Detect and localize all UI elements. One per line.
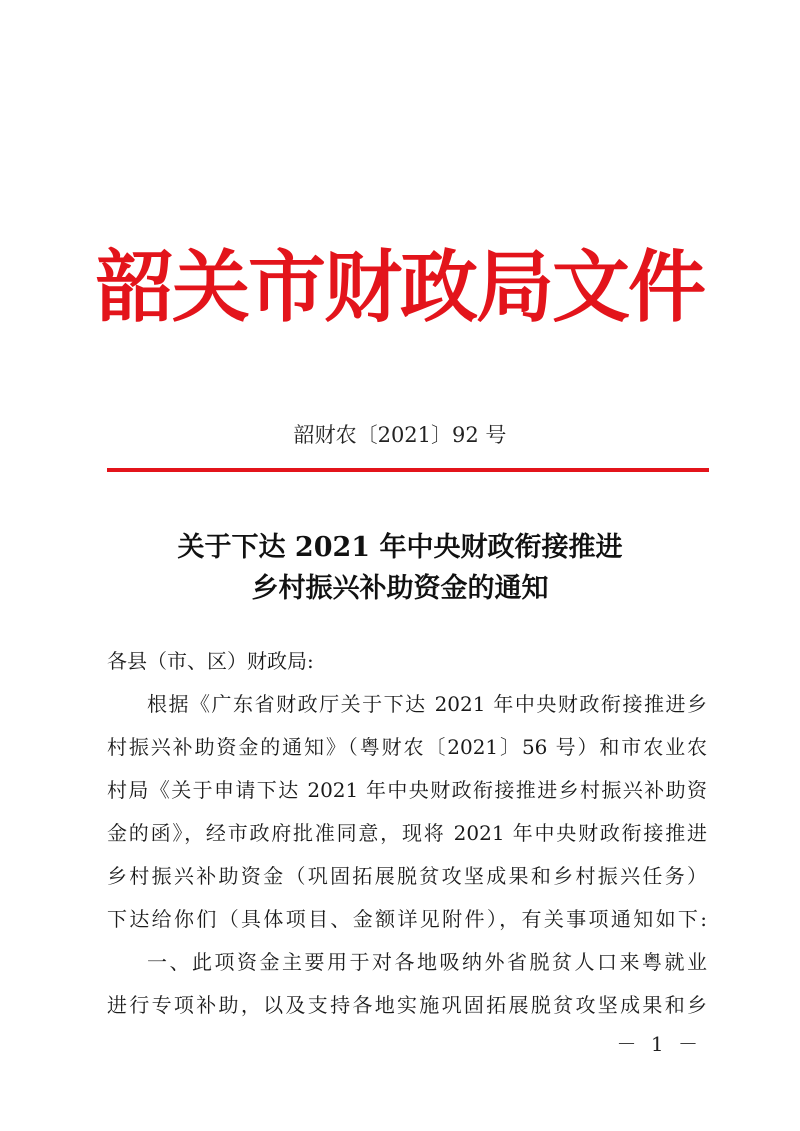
- document-header-title: 韶关市财政局文件: [95, 243, 704, 333]
- body-line: 进行专项补助，以及支持各地实施巩固拓展脱贫攻坚成果和乡: [107, 993, 707, 1017]
- body-line: 乡村振兴补助资金（巩固拓展脱贫攻坚成果和乡村振兴任务）: [107, 864, 707, 888]
- body-line: 村局《关于申请下达 2021 年中央财政衔接推进乡村振兴补助资: [107, 778, 707, 802]
- document-title: [60, 527, 740, 609]
- body-line: 村振兴补助资金的通知》（粤财农〔2021〕56 号）和市农业农: [107, 735, 707, 759]
- body-line: 根据《广东省财政厅关于下达 2021 年中央财政衔接推进乡: [147, 692, 707, 716]
- salutation: 各县（市、区）财政局:: [107, 649, 314, 673]
- header-red-rule: [107, 468, 709, 472]
- document-number: 韶财农〔2021〕92 号: [293, 423, 507, 447]
- document-title-line-2: 乡村振兴补助资金的通知: [251, 573, 549, 604]
- page-number: － 1 －: [616, 1032, 702, 1056]
- document-body: [107, 640, 707, 1027]
- body-line: 下达给你们（具体项目、金额详见附件），有关事项通知如下:: [107, 907, 707, 931]
- body-line: 一、此项资金主要用于对各地吸纳外省脱贫人口来粤就业: [147, 950, 707, 974]
- document-title-line-1: 关于下达 2021 年中央财政衔接推进: [177, 532, 623, 563]
- body-line: 金的函》，经市政府批准同意，现将 2021 年中央财政衔接推进: [107, 821, 707, 845]
